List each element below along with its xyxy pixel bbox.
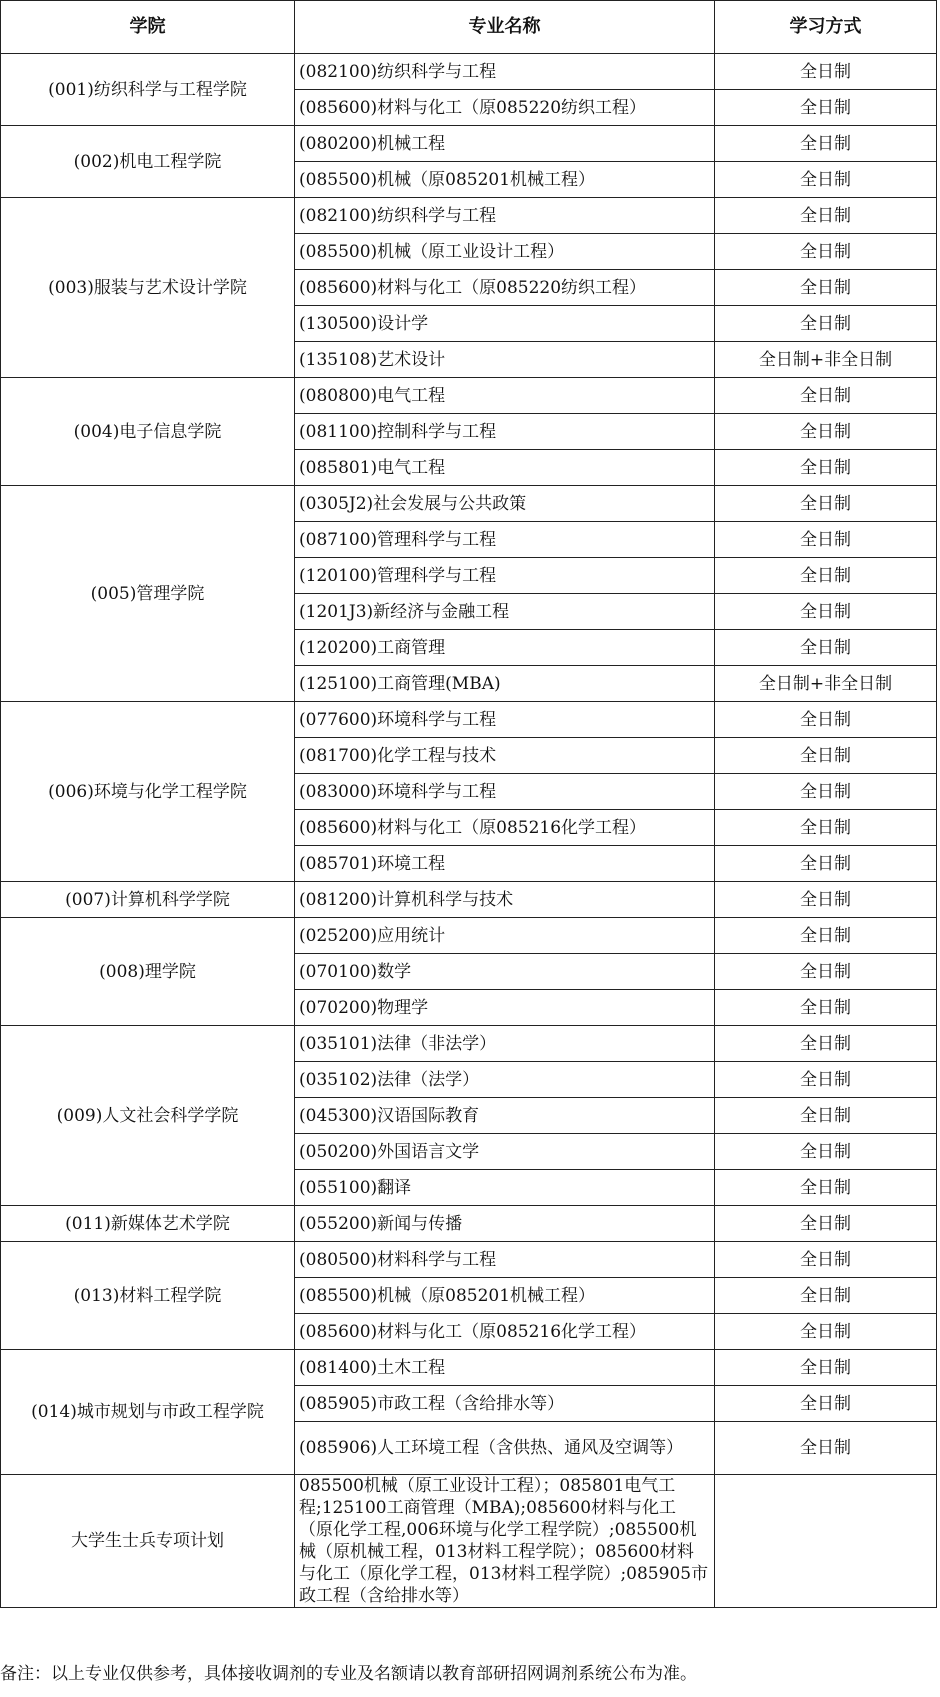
- study-mode-cell: 全日制: [715, 162, 937, 198]
- major-cell: (130500)设计学: [295, 306, 715, 342]
- major-cell: (081200)计算机科学与技术: [295, 882, 715, 918]
- study-mode-cell: 全日制: [715, 1026, 937, 1062]
- study-mode-cell: 全日制+非全日制: [715, 342, 937, 378]
- study-mode-cell: 全日制: [715, 990, 937, 1026]
- header-major: 专业名称: [295, 1, 715, 54]
- major-cell: (085600)材料与化工（原085220纺织工程）: [295, 90, 715, 126]
- study-mode-cell: 全日制: [715, 414, 937, 450]
- study-mode-cell: 全日制: [715, 486, 937, 522]
- college-cell: (013)材料工程学院: [1, 1242, 295, 1350]
- college-cell: (003)服装与艺术设计学院: [1, 198, 295, 378]
- college-cell: (001)纺织科学与工程学院: [1, 54, 295, 126]
- study-mode-cell: 全日制: [715, 810, 937, 846]
- study-mode-cell: 全日制: [715, 90, 937, 126]
- study-mode-cell: 全日制: [715, 270, 937, 306]
- major-cell: (1201J3)新经济与金融工程: [295, 594, 715, 630]
- major-cell: (085500)机械（原085201机械工程）: [295, 1278, 715, 1314]
- table-row: [1, 378, 937, 414]
- table-row: [1, 1242, 937, 1278]
- major-cell: (125100)工商管理(MBA): [295, 666, 715, 702]
- major-cell: (085906)人工环境工程（含供热、通风及空调等）: [295, 1422, 715, 1475]
- major-cell: (085905)市政工程（含给排水等）: [295, 1386, 715, 1422]
- major-cell: (081400)土木工程: [295, 1350, 715, 1386]
- footnote: 备注：以上专业仅供参考，具体接收调剂的专业及名额请以教育部研招网调剂系统公布为准。: [0, 1664, 697, 1684]
- college-cell: (009)人文社会科学学院: [1, 1026, 295, 1206]
- table-header-row: [1, 1, 937, 54]
- major-cell: (085500)机械（原工业设计工程）: [295, 234, 715, 270]
- study-mode-cell: 全日制: [715, 306, 937, 342]
- study-mode-cell: 全日制: [715, 522, 937, 558]
- study-mode-cell: 全日制: [715, 378, 937, 414]
- major-cell: (077600)环境科学与工程: [295, 702, 715, 738]
- header-mode: 学习方式: [715, 1, 937, 54]
- study-mode-cell: 全日制: [715, 450, 937, 486]
- table-row: [1, 126, 937, 162]
- study-mode-cell: 全日制: [715, 594, 937, 630]
- major-cell: (082100)纺织科学与工程: [295, 198, 715, 234]
- major-cell: (120100)管理科学与工程: [295, 558, 715, 594]
- special-plan-row: [1, 1475, 937, 1608]
- college-cell: (004)电子信息学院: [1, 378, 295, 486]
- major-cell: (035102)法律（法学）: [295, 1062, 715, 1098]
- study-mode-cell: 全日制: [715, 774, 937, 810]
- study-mode-cell: 全日制: [715, 918, 937, 954]
- college-cell: (006)环境与化学工程学院: [1, 702, 295, 882]
- study-mode-cell: 全日制: [715, 882, 937, 918]
- major-cell: (0305J2)社会发展与公共政策: [295, 486, 715, 522]
- study-mode-cell: 全日制: [715, 1350, 937, 1386]
- major-cell: (085701)环境工程: [295, 846, 715, 882]
- table-row: [1, 1026, 937, 1062]
- study-mode-cell: 全日制: [715, 126, 937, 162]
- study-mode-cell: 全日制: [715, 1278, 937, 1314]
- table-row: [1, 1350, 937, 1386]
- study-mode-cell: 全日制: [715, 1098, 937, 1134]
- major-cell: (085500)机械（原085201机械工程）: [295, 162, 715, 198]
- study-mode-cell: 全日制: [715, 1206, 937, 1242]
- major-cell: (080500)材料科学与工程: [295, 1242, 715, 1278]
- major-cell: (080200)机械工程: [295, 126, 715, 162]
- study-mode-cell: 全日制: [715, 1242, 937, 1278]
- study-mode-cell: 全日制: [715, 846, 937, 882]
- header-college: 学院: [1, 1, 295, 54]
- college-cell: (007)计算机科学学院: [1, 882, 295, 918]
- study-mode-cell: 全日制: [715, 198, 937, 234]
- major-cell: (085801)电气工程: [295, 450, 715, 486]
- major-cell: (080800)电气工程: [295, 378, 715, 414]
- study-mode-cell: 全日制: [715, 1170, 937, 1206]
- study-mode-cell: 全日制: [715, 1386, 937, 1422]
- major-cell: (025200)应用统计: [295, 918, 715, 954]
- study-mode-cell: 全日制: [715, 234, 937, 270]
- study-mode-cell: 全日制: [715, 1062, 937, 1098]
- special-plan-mode-cell: [715, 1475, 937, 1608]
- study-mode-cell: 全日制+非全日制: [715, 666, 937, 702]
- table-row: [1, 882, 937, 918]
- major-cell: (120200)工商管理: [295, 630, 715, 666]
- special-plan-majors-cell: 085500机械（原工业设计工程）；085801电气工程;125100工商管理（MBA);085600材料与化工（原化学工程,006环境与化学工程学院）;085500机械（原机械工程，013材料工程学院）；085600材料与化工（原化学工程，013材料工程学院）;085905市政工程（含给排水等）: [295, 1475, 715, 1608]
- major-cell: (070200)物理学: [295, 990, 715, 1026]
- college-cell: (008)理学院: [1, 918, 295, 1026]
- college-cell: (011)新媒体艺术学院: [1, 1206, 295, 1242]
- study-mode-cell: 全日制: [715, 702, 937, 738]
- table-row: [1, 198, 937, 234]
- college-cell: (014)城市规划与市政工程学院: [1, 1350, 295, 1475]
- major-cell: (050200)外国语言文学: [295, 1134, 715, 1170]
- major-cell: (135108)艺术设计: [295, 342, 715, 378]
- major-cell: (083000)环境科学与工程: [295, 774, 715, 810]
- study-mode-cell: 全日制: [715, 738, 937, 774]
- major-cell: (085600)材料与化工（原085220纺织工程）: [295, 270, 715, 306]
- major-cell: (087100)管理科学与工程: [295, 522, 715, 558]
- table-body: [1, 54, 937, 1608]
- college-cell: (005)管理学院: [1, 486, 295, 702]
- study-mode-cell: 全日制: [715, 54, 937, 90]
- table-row: [1, 54, 937, 90]
- study-mode-cell: 全日制: [715, 954, 937, 990]
- major-cell: (082100)纺织科学与工程: [295, 54, 715, 90]
- table-row: [1, 1206, 937, 1242]
- major-cell: (055200)新闻与传播: [295, 1206, 715, 1242]
- major-cell: (070100)数学: [295, 954, 715, 990]
- college-cell: (002)机电工程学院: [1, 126, 295, 198]
- special-plan-college-cell: 大学生士兵专项计划: [1, 1475, 295, 1608]
- study-mode-cell: 全日制: [715, 630, 937, 666]
- major-cell: (081700)化学工程与技术: [295, 738, 715, 774]
- study-mode-cell: 全日制: [715, 1314, 937, 1350]
- study-mode-cell: 全日制: [715, 1422, 937, 1475]
- major-cell: (035101)法律（非法学）: [295, 1026, 715, 1062]
- study-mode-cell: 全日制: [715, 1134, 937, 1170]
- major-cell: (045300)汉语国际教育: [295, 1098, 715, 1134]
- major-cell: (081100)控制科学与工程: [295, 414, 715, 450]
- major-cell: (085600)材料与化工（原085216化学工程）: [295, 810, 715, 846]
- table-row: [1, 486, 937, 522]
- table-row: [1, 918, 937, 954]
- study-mode-cell: 全日制: [715, 558, 937, 594]
- major-cell: (055100)翻译: [295, 1170, 715, 1206]
- major-cell: (085600)材料与化工（原085216化学工程）: [295, 1314, 715, 1350]
- table-row: [1, 702, 937, 738]
